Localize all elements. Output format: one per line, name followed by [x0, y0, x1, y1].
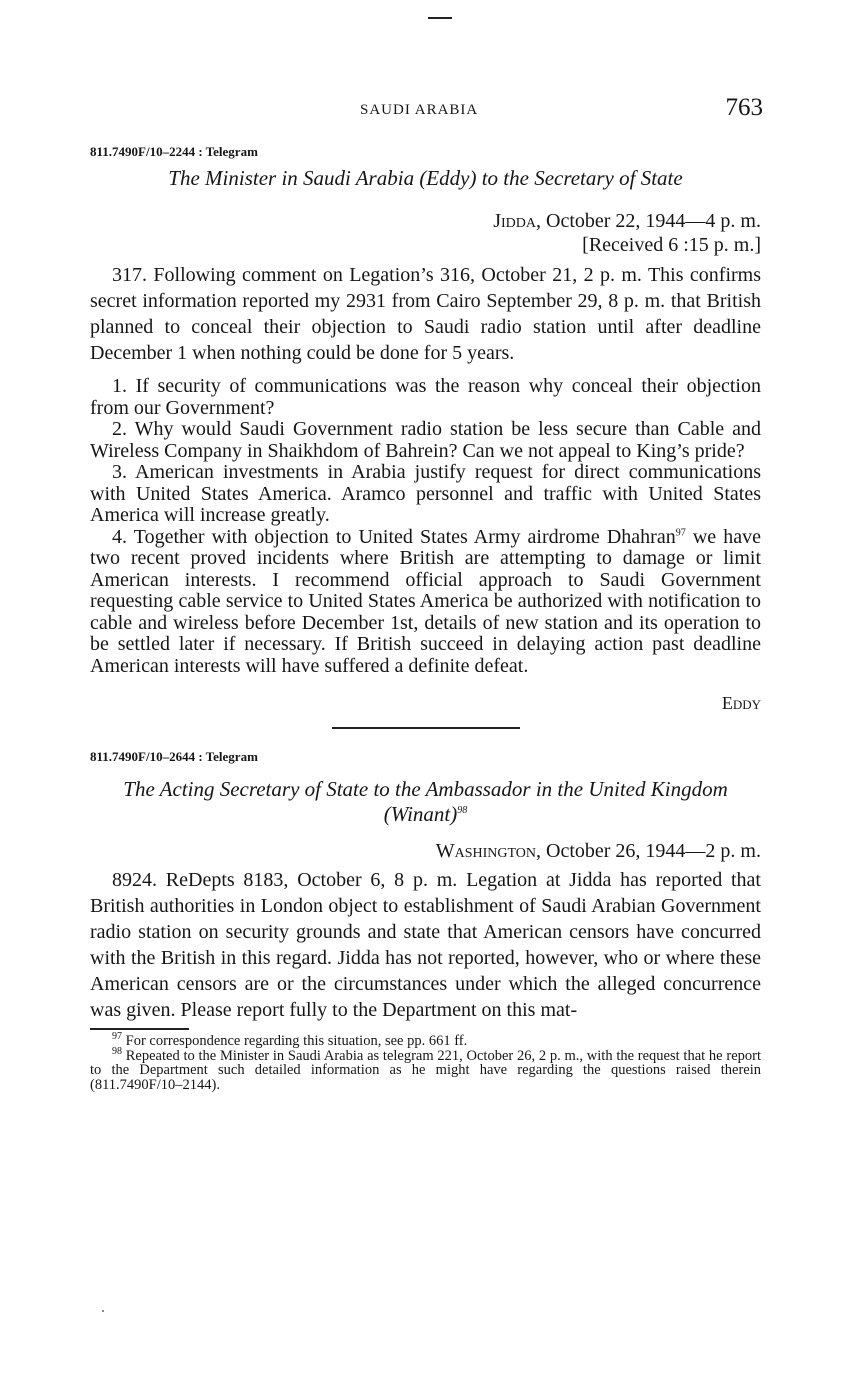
document-title-text: The Acting Secretary of State to the Ambassador in the United Kingdom (Winant): [123, 777, 728, 826]
footnote-97: [90, 1031, 761, 1049]
footnote-text: For correspondence regarding this situation, see pp. 661 ff.: [122, 1033, 468, 1049]
top-dash: [428, 17, 452, 19]
running-header: SAUDI ARABIA: [360, 102, 479, 118]
point-4-text: 4. Together with objection to United States Army airdrome Dhahran: [112, 525, 676, 548]
footnote-text: Repeated to the Minister in Saudi Arabia as telegram 221, October 26, 2 p. m., with the request that he report to the Department such detailed information as he might have regarding the questions raised therein (811.7490F/10–2144).: [90, 1047, 761, 1093]
print-speck: [102, 1310, 104, 1312]
point-4-text-cont: we have two recent proved incidents where British are attempting to damage or limit American interests. I recommend official approach to Saudi Government requesting cable service to United States America be authorized with notification to cable and wireless before December 1st, details of new station and its operation to be settled later if necessary. If British succeed in delaying action past deadline American interests will have suffered a definite defeat.: [90, 525, 762, 677]
numbered-points: [90, 376, 761, 677]
point-1: 1. If security of communications was the reason why conceal their objection from our Government?: [90, 375, 761, 419]
footnotes: [90, 1031, 761, 1093]
point-4: [90, 527, 761, 678]
footnote-ref: 97: [675, 526, 686, 538]
dateline-date: October 26, 1944—2 p. m.: [541, 840, 761, 862]
dateline-date: October 22, 1944—4 p. m.: [541, 210, 761, 232]
telegram-body: 317. Following comment on Legation’s 316, October 21, 2 p. m. This confirms secret information reported my 2931 from Cairo September 29, 8 p. m. that British planned to conceal their objection to Saudi radio station until after deadline December 1 when nothing could be done for 5 years.: [90, 264, 761, 364]
document-title: The Minister in Saudi Arabia (Eddy) to the Secretary of State: [168, 166, 683, 190]
footnote-mark: 97: [112, 1031, 122, 1043]
dateline: [90, 839, 761, 863]
footnote-98: [90, 1045, 761, 1093]
point-2: 2. Why would Saudi Government radio station be less secure than Cable and Wireless Company in Shaikhdom of Bahrein? Can we not appeal to King’s pride?: [90, 418, 761, 462]
page-number: 763: [725, 94, 763, 121]
dateline-place: Jidda,: [493, 210, 542, 232]
footnote-mark: 98: [112, 1045, 122, 1057]
file-reference: 811.7490F/10–2644 : Telegram: [90, 749, 258, 764]
section-divider: [332, 727, 520, 729]
dateline-place: Washington,: [435, 840, 542, 862]
footnote-ref: 98: [457, 805, 468, 816]
dateline: [90, 209, 761, 233]
footnote-rule: [90, 1028, 189, 1030]
telegram-body: 8924. ReDepts 8183, October 6, 8 p. m. Legation at Jidda has reported that British authorities in London object to establishment of Saudi Arabian Government radio station on security grounds and state that American censors have concurred with the British in this regard. Jidda has not reported, however, who or where these American censors are or the circumstances under which the alleged concurrence was given. Please report fully to the Department on this mat-: [90, 869, 761, 1021]
page-content: [90, 144, 761, 1092]
point-3: 3. American investments in Arabia justify request for direct communications with United States America. Aramco personnel and traffic with United States America will increase greatly.: [90, 461, 761, 526]
received-note: [Received 6 :15 p. m.]: [582, 234, 761, 256]
file-reference: 811.7490F/10–2244 : Telegram: [90, 144, 258, 159]
signature: Eddy: [721, 693, 761, 713]
document-title: [90, 777, 761, 827]
